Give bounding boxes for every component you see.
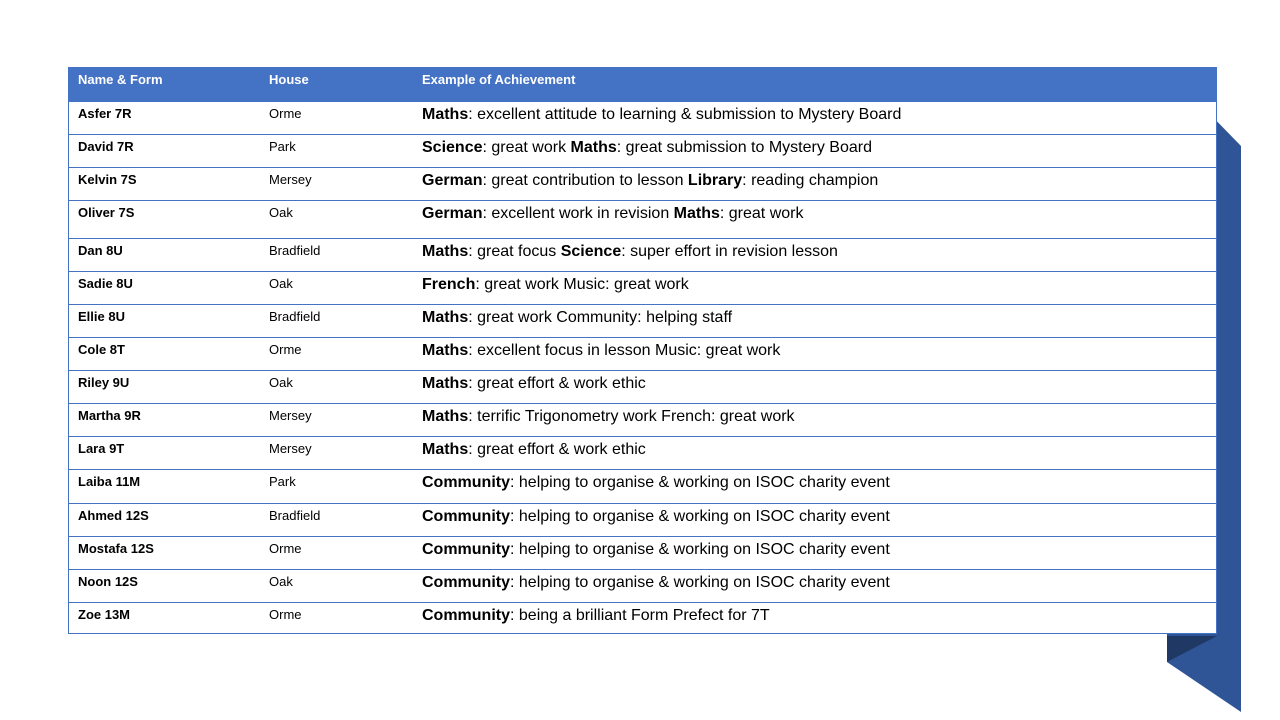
achievement-cell (422, 102, 1216, 134)
achievement-cell (422, 305, 1216, 337)
subject-label: German (422, 172, 483, 189)
achievement-table (68, 67, 1217, 634)
subject-label: Community (422, 574, 510, 591)
subject-label: Maths (570, 139, 617, 156)
table-row (69, 370, 1216, 403)
achievement-text: : excellent attitude to learning & submission to Mystery Board (468, 106, 902, 123)
name-form-cell: Laiba 11M (78, 474, 141, 489)
subject-label: Community (422, 541, 510, 558)
subject-label: Community (422, 508, 510, 525)
house-cell: Mersey (269, 408, 312, 423)
name-form-cell: Kelvin 7S (78, 172, 137, 187)
achievement-cell (422, 570, 1216, 602)
achievement-text: : super effort in revision lesson (621, 243, 838, 260)
name-form-cell: Ellie 8U (78, 309, 125, 324)
subject-label: Maths (422, 441, 469, 458)
achievement-text: : great work (719, 205, 804, 222)
table-row (69, 167, 1216, 200)
house-cell: Oak (269, 205, 293, 220)
achievement-text: : great submission to Mystery Board (616, 139, 872, 156)
house-cell: Orme (269, 607, 302, 622)
house-cell: Orme (269, 342, 302, 357)
table-header (69, 68, 1216, 101)
header-achievement: Example of Achievement (422, 72, 576, 87)
house-cell: Oak (269, 574, 293, 589)
house-cell: Orme (269, 541, 302, 556)
table-row (69, 304, 1216, 337)
table-row (69, 469, 1216, 503)
achievement-text: : great effort & work ethic (468, 441, 646, 458)
achievement-text: : helping to organise & working on ISOC charity event (510, 541, 890, 558)
subject-label: Maths (422, 375, 469, 392)
achievement-cell (422, 272, 1216, 304)
achievement-text: : great work Music: great work (475, 276, 689, 293)
table-body (69, 101, 1216, 633)
table-row (69, 101, 1216, 134)
subject-label: Science (422, 139, 483, 156)
name-form-cell: Cole 8T (78, 342, 125, 357)
table-row (69, 503, 1216, 536)
table-row (69, 602, 1216, 633)
achievement-text: : being a brilliant Form Prefect for 7T (510, 607, 770, 624)
name-form-cell: Noon 12S (78, 574, 138, 589)
subject-label: Community (422, 607, 510, 624)
name-form-cell: Asfer 7R (78, 106, 132, 121)
table-row (69, 200, 1216, 238)
house-cell: Bradfield (269, 508, 321, 523)
achievement-text: : great work Community: helping staff (468, 309, 733, 326)
achievement-text: : excellent focus in lesson Music: great work (468, 342, 781, 359)
name-form-cell: Sadie 8U (78, 276, 133, 291)
name-form-cell: Martha 9R (78, 408, 141, 423)
achievement-cell (422, 239, 1216, 271)
achievement-text: : great work (482, 139, 571, 156)
achievement-text: : great effort & work ethic (468, 375, 646, 392)
achievement-text: : helping to organise & working on ISOC charity event (510, 474, 890, 491)
subject-label: Science (560, 243, 622, 260)
table-row (69, 436, 1216, 469)
achievement-cell (422, 437, 1216, 469)
house-cell: Park (269, 139, 296, 154)
achievement-cell (422, 371, 1216, 403)
subject-label: French (422, 276, 476, 293)
achievement-cell (422, 504, 1216, 536)
achievement-text: : reading champion (742, 172, 879, 189)
subject-label: Maths (422, 309, 469, 326)
house-cell: Oak (269, 276, 293, 291)
name-form-cell: Lara 9T (78, 441, 125, 456)
name-form-cell: Ahmed 12S (78, 508, 149, 523)
subject-label: Maths (422, 408, 469, 425)
subject-label: German (422, 205, 483, 222)
table-row (69, 536, 1216, 569)
achievement-text: : terrific Trigonometry work French: great work (468, 408, 795, 425)
name-form-cell: Riley 9U (78, 375, 130, 390)
achievement-cell (422, 537, 1216, 569)
achievement-cell (422, 338, 1216, 370)
achievement-text: : helping to organise & working on ISOC charity event (510, 574, 890, 591)
achievement-text: : excellent work in revision (482, 205, 674, 222)
table-row (69, 271, 1216, 304)
house-cell: Orme (269, 106, 302, 121)
table-row (69, 337, 1216, 370)
name-form-cell: David 7R (78, 139, 134, 154)
header-name-form: Name & Form (78, 72, 163, 87)
name-form-cell: Dan 8U (78, 243, 123, 258)
achievement-text: : helping to organise & working on ISOC charity event (510, 508, 890, 525)
house-cell: Park (269, 474, 296, 489)
subject-label: Maths (673, 205, 720, 222)
achievement-cell (422, 603, 1216, 633)
house-cell: Bradfield (269, 243, 321, 258)
subject-label: Library (687, 172, 743, 189)
achievement-cell (422, 404, 1216, 436)
house-cell: Oak (269, 375, 293, 390)
name-form-cell: Oliver 7S (78, 205, 135, 220)
header-house: House (269, 72, 309, 87)
subject-label: Maths (422, 342, 469, 359)
name-form-cell: Zoe 13M (78, 607, 131, 622)
achievement-cell (422, 168, 1216, 200)
name-form-cell: Mostafa 12S (78, 541, 154, 556)
table-row (69, 238, 1216, 271)
table-row (69, 403, 1216, 436)
table-row (69, 134, 1216, 167)
achievement-text: : great focus (468, 243, 561, 260)
achievement-cell (422, 201, 1216, 238)
subject-label: Community (422, 474, 510, 491)
house-cell: Mersey (269, 172, 312, 187)
house-cell: Mersey (269, 441, 312, 456)
table-row (69, 569, 1216, 602)
achievement-cell (422, 470, 1216, 503)
achievement-text: : great contribution to lesson (482, 172, 688, 189)
subject-label: Maths (422, 106, 469, 123)
subject-label: Maths (422, 243, 469, 260)
achievement-cell (422, 135, 1216, 167)
house-cell: Bradfield (269, 309, 321, 324)
